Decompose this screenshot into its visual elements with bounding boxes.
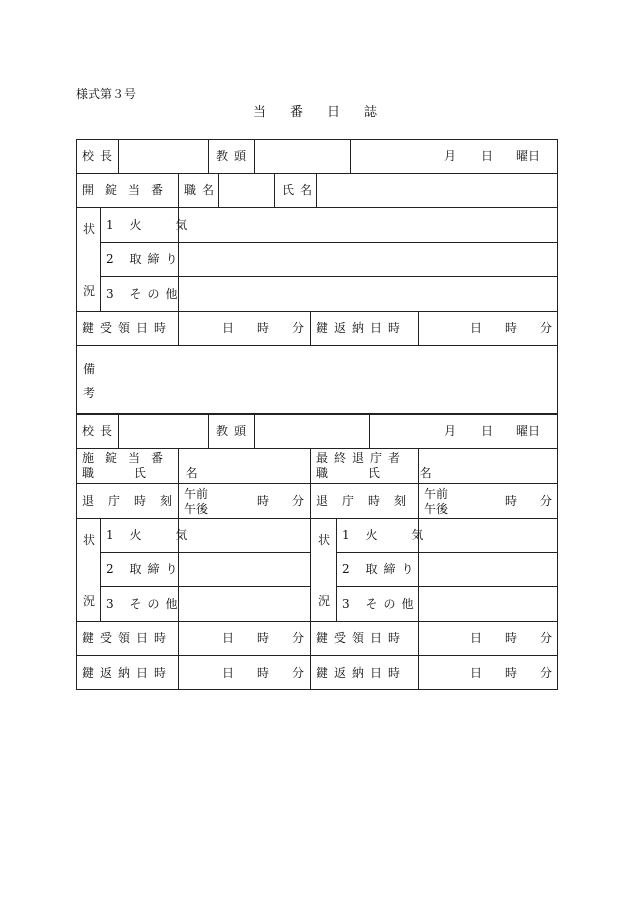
minute-label: 分 xyxy=(292,494,305,508)
minute-label: 分 xyxy=(540,494,553,508)
time-day: 日 xyxy=(222,666,235,680)
time-day: 日 xyxy=(222,631,235,645)
remarks-label-bottom: 考 xyxy=(83,386,96,400)
key-return-label: 鍵返納日時 xyxy=(316,321,407,335)
page-title: 当番日誌 xyxy=(252,105,401,120)
hour-label: 時 xyxy=(505,494,518,508)
lock-duty-label: 施錠当番 xyxy=(82,451,175,465)
item-control: 2 取締り xyxy=(106,562,184,576)
item-fire: 1 火 気 xyxy=(342,528,430,542)
time-minute: 分 xyxy=(292,631,305,645)
time-day: 日 xyxy=(470,321,483,335)
time-hour: 時 xyxy=(257,631,270,645)
item-other: 3 その他 xyxy=(342,597,420,611)
item-fire: 1 火 気 xyxy=(106,218,194,232)
am-label: 午前 xyxy=(184,487,209,501)
time-day: 日 xyxy=(222,321,235,335)
weekday-label: 曜日 xyxy=(516,424,541,438)
principal-label: 校長 xyxy=(82,424,119,438)
day-label: 日 xyxy=(481,149,494,163)
key-receive-label: 鍵受領日時 xyxy=(82,321,173,335)
form-number: 様式第３号 xyxy=(76,87,137,101)
job-name-label: 職 氏 名 xyxy=(82,466,216,480)
time-day: 日 xyxy=(470,666,483,680)
name-label: 氏名 xyxy=(282,183,319,197)
key-return-label: 鍵返納日時 xyxy=(82,666,173,680)
head-teacher-label: 教頭 xyxy=(216,424,253,438)
month-label: 月 xyxy=(444,149,457,163)
leave-time-label: 退庁時刻 xyxy=(316,494,421,508)
time-hour: 時 xyxy=(505,631,518,645)
time-hour: 時 xyxy=(505,666,518,680)
remarks-label-top: 備 xyxy=(83,362,96,376)
leave-time-label: 退庁時刻 xyxy=(82,494,187,508)
status-label-bottom: 況 xyxy=(83,594,96,608)
status-label-bottom: 況 xyxy=(318,594,331,608)
item-other: 3 その他 xyxy=(106,597,184,611)
status-label-top: 状 xyxy=(83,222,96,236)
hour-label: 時 xyxy=(257,494,270,508)
item-fire: 1 火 気 xyxy=(106,528,194,542)
job-name-label: 職 氏 名 xyxy=(316,466,450,480)
last-leaver-label: 最終退庁者 xyxy=(316,451,407,465)
head-teacher-label: 教頭 xyxy=(216,149,253,163)
job-title-label: 職名 xyxy=(184,183,221,197)
time-day: 日 xyxy=(470,631,483,645)
weekday-label: 曜日 xyxy=(516,149,541,163)
day-label: 日 xyxy=(481,424,494,438)
key-receive-label: 鍵受領日時 xyxy=(82,631,173,645)
pm-label: 午後 xyxy=(424,502,449,516)
time-minute: 分 xyxy=(292,321,305,335)
item-other: 3 その他 xyxy=(106,287,184,301)
time-minute: 分 xyxy=(540,631,553,645)
item-control: 2 取締り xyxy=(342,562,420,576)
key-receive-label: 鍵受領日時 xyxy=(316,631,407,645)
time-minute: 分 xyxy=(540,666,553,680)
key-return-label: 鍵返納日時 xyxy=(316,666,407,680)
time-hour: 時 xyxy=(257,321,270,335)
status-label-top: 状 xyxy=(318,533,331,547)
principal-label: 校長 xyxy=(82,149,119,163)
am-label: 午前 xyxy=(424,487,449,501)
time-minute: 分 xyxy=(292,666,305,680)
time-hour: 時 xyxy=(257,666,270,680)
pm-label: 午後 xyxy=(184,502,209,516)
time-minute: 分 xyxy=(540,321,553,335)
status-label-bottom: 況 xyxy=(83,284,96,298)
time-hour: 時 xyxy=(505,321,518,335)
lock-duty-label: 開錠当番 xyxy=(82,183,175,197)
item-control: 2 取締り xyxy=(106,252,184,266)
month-label: 月 xyxy=(444,424,457,438)
status-label-top: 状 xyxy=(83,533,96,547)
